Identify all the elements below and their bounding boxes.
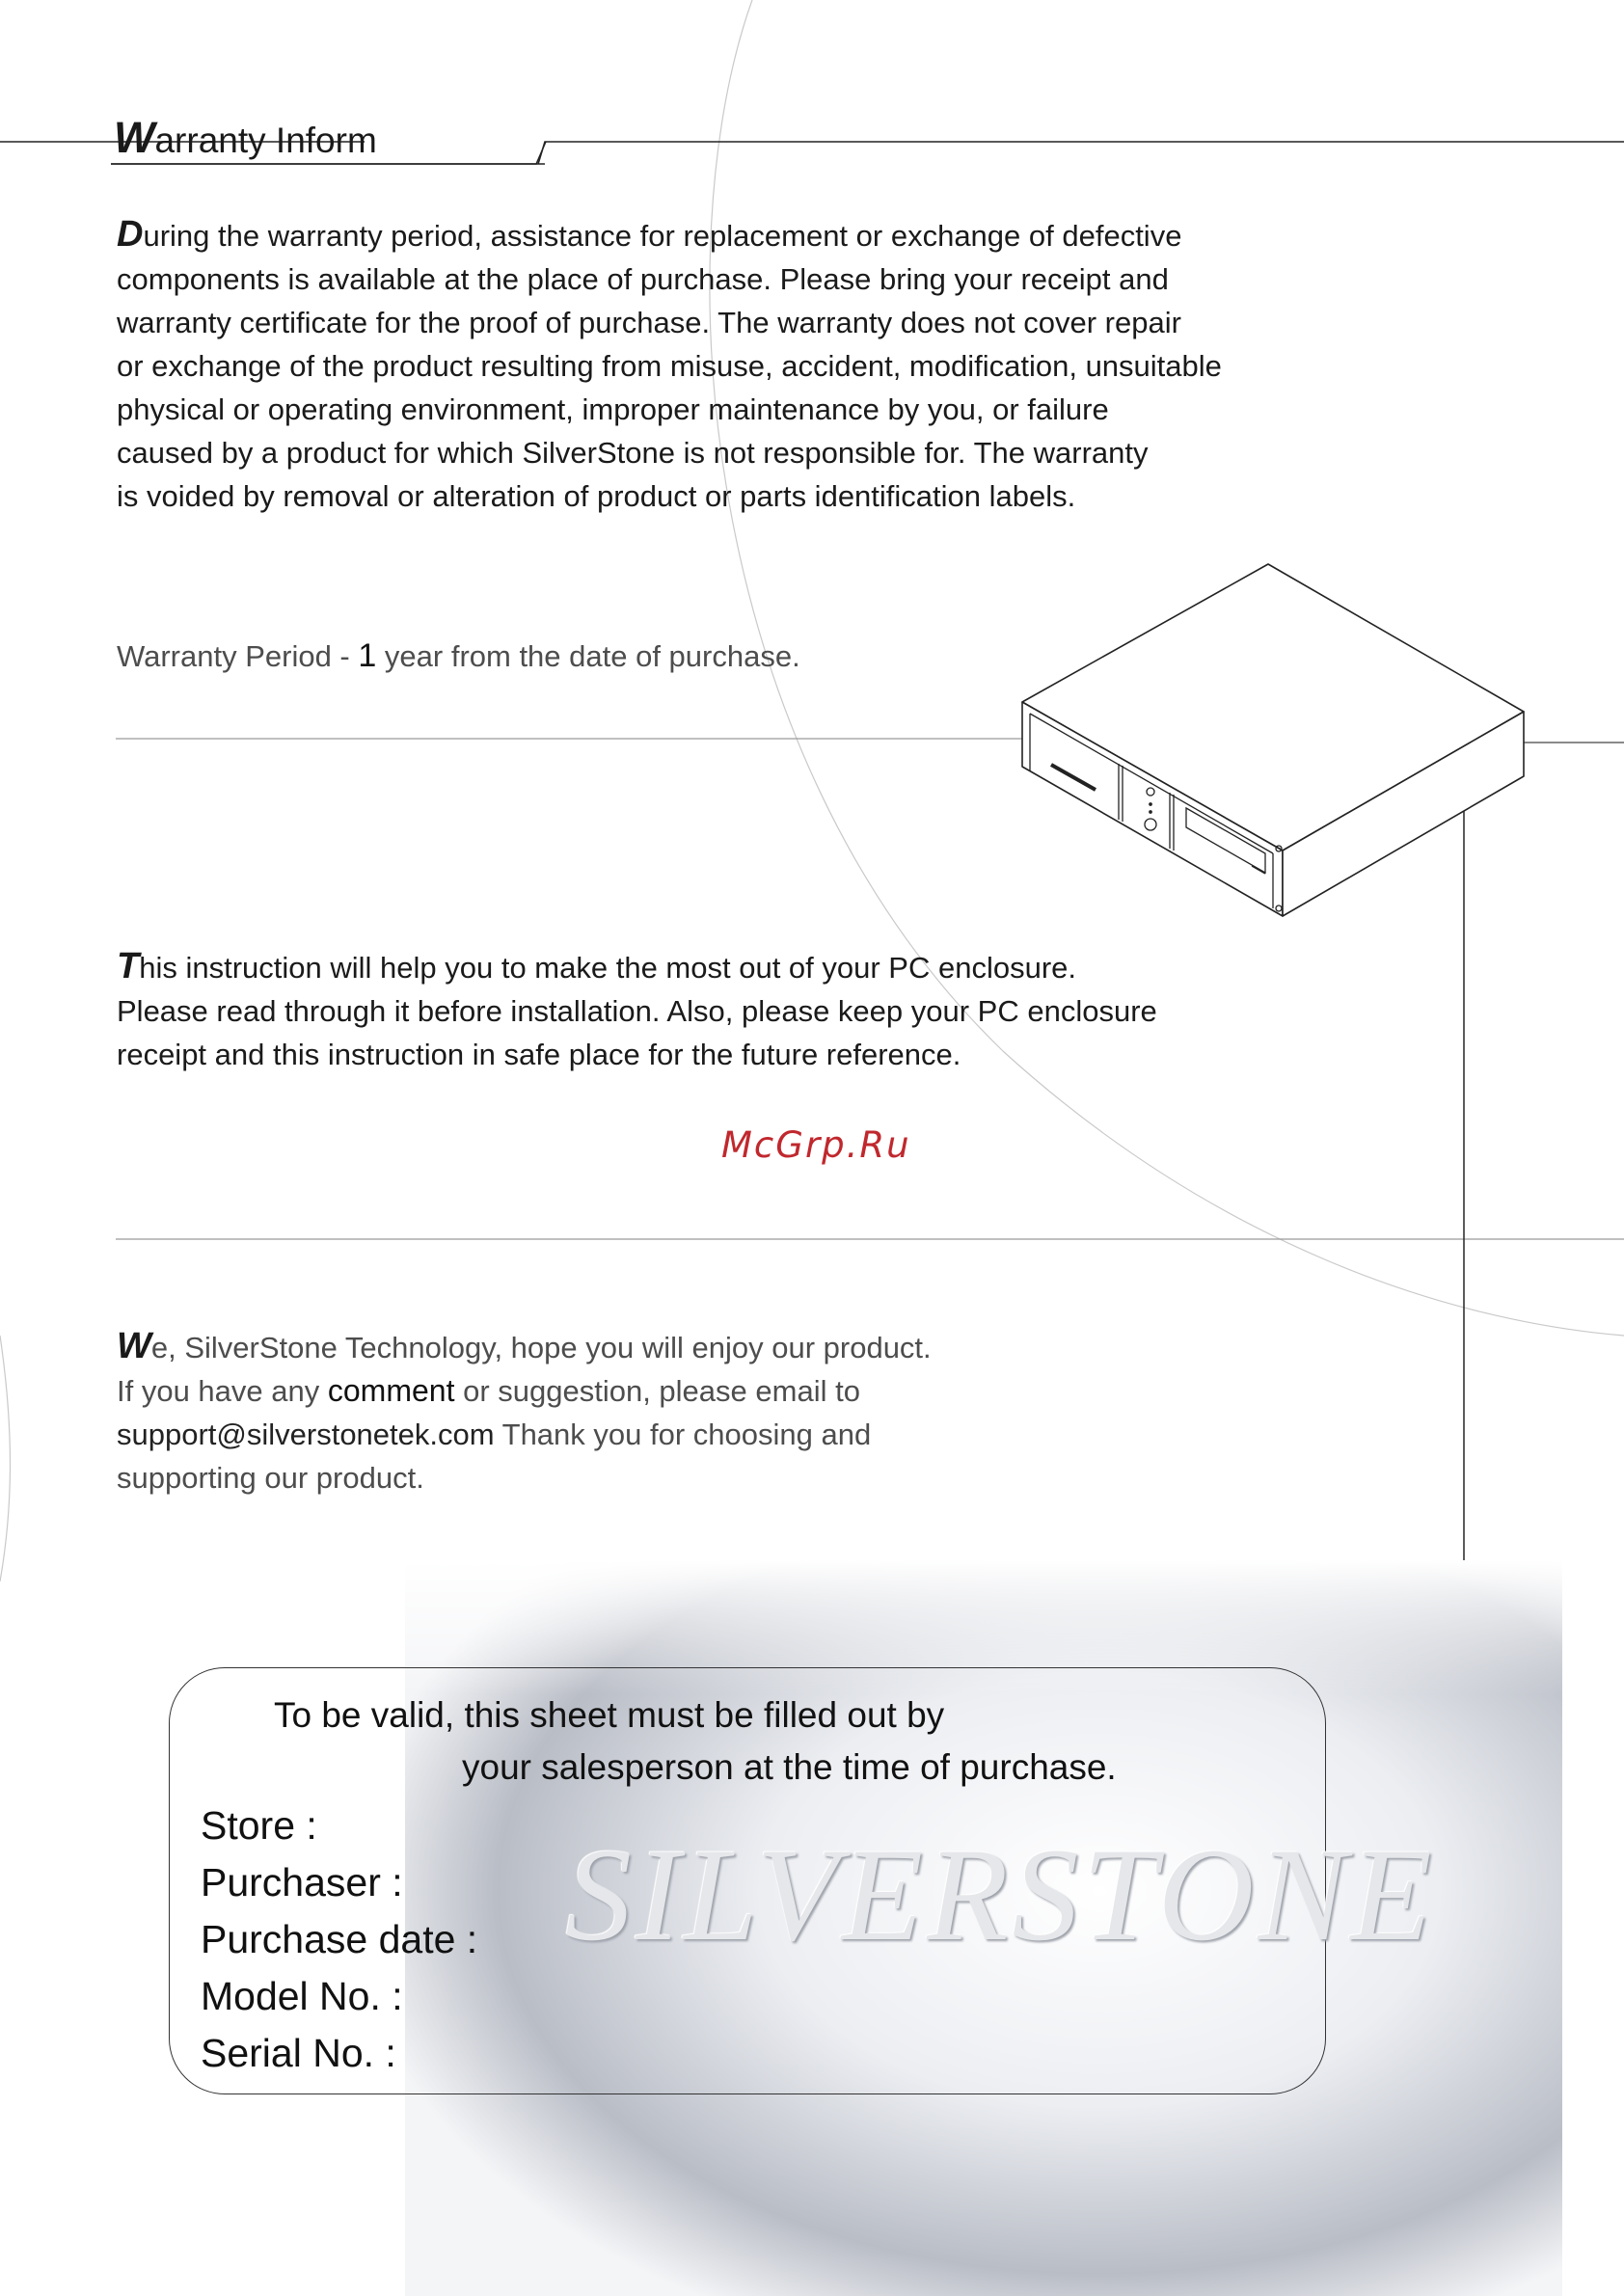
instruction-line-text: his instruction will help you to make the most out of your PC enclosure. [139, 951, 1077, 985]
pc-enclosure-illustration [1013, 559, 1533, 921]
form-note-line-1: To be valid, this sheet must be filled out by [274, 1695, 945, 1735]
background-arc-left [0, 1336, 11, 1581]
closing-line-2b: Thank you for choosing and [494, 1418, 872, 1451]
warranty-period-suffix: year from the date of purchase. [376, 639, 800, 673]
instruction-line-0 [117, 945, 1157, 989]
form-field-model-no[interactable]: Model No. : [201, 1974, 403, 2018]
form-field-store[interactable]: Store : [201, 1803, 317, 1848]
closing-comment-word: comment [327, 1373, 455, 1408]
closing-line-2 [117, 1413, 932, 1456]
instruction-paragraph [117, 945, 1157, 1076]
intro-line-2: warranty certificate for the proof of purchase. The warranty does not cover repair [117, 306, 1181, 339]
instruction-line-2: receipt and this instruction in safe place for the future reference. [117, 1038, 961, 1071]
intro-paragraph [117, 213, 1222, 518]
closing-line-3: supporting our product. [117, 1461, 424, 1495]
closing-line-text: e, SilverStone Technology, hope you will enjoy our product. [150, 1331, 932, 1364]
intro-line-3: or exchange of the product resulting from misuse, accident, modification, unsuitable [117, 349, 1222, 383]
closing-line-0 [117, 1325, 932, 1369]
form-field-purchase-date[interactable]: Purchase date : [201, 1917, 478, 1961]
instruction-initial: T [117, 946, 140, 986]
warranty-period [117, 635, 800, 678]
site-watermark: McGrp.Ru [721, 1124, 911, 1166]
form-note-line-2: your salesperson at the time of purchase. [462, 1747, 1117, 1787]
title-text: arranty Inform [154, 121, 377, 160]
intro-line-5: caused by a product for which SilverStone is not responsible for. The warranty [117, 436, 1149, 470]
intro-line-0 [117, 213, 1222, 257]
closing-initial: W [117, 1326, 151, 1366]
intro-line-1: components is available at the place of purchase. Please bring your receipt and [117, 262, 1169, 296]
form-field-serial-no[interactable]: Serial No. : [201, 2031, 396, 2075]
instruction-line-1: Please read through it before installation. Also, please keep your PC enclosure [117, 994, 1157, 1028]
intro-line-text: uring the warranty period, assistance for replacement or exchange of defective [143, 219, 1182, 253]
silverstone-logo-emboss: SILVERSTONE [565, 1821, 1436, 1968]
intro-line-4: physical or operating environment, improper maintenance by you, or failure [117, 392, 1109, 426]
title-initial: W [114, 113, 155, 162]
warranty-period-years: 1 [358, 637, 377, 674]
closing-paragraph [117, 1325, 932, 1499]
intro-line-6: is voided by removal or alteration of product or parts identification labels. [117, 479, 1076, 513]
warranty-period-prefix: Warranty Period - [117, 639, 359, 673]
form-field-purchaser[interactable]: Purchaser : [201, 1860, 403, 1904]
closing-line-1a: If you have any [117, 1374, 328, 1408]
page-title [114, 113, 377, 163]
support-email: support@silverstonetek.com [117, 1418, 495, 1451]
intro-initial: D [117, 214, 144, 255]
closing-line-1 [117, 1369, 932, 1413]
closing-line-1c: or suggestion, please email to [454, 1374, 860, 1408]
